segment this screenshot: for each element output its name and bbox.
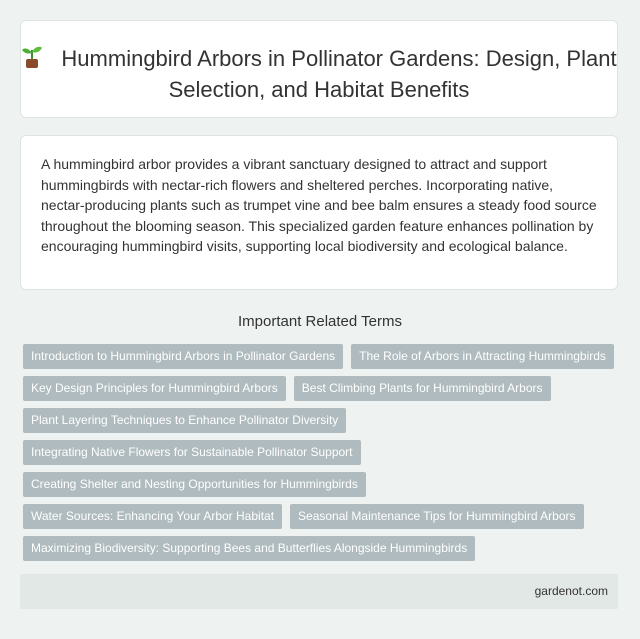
page-title	[21, 21, 617, 105]
term-tag[interactable]: Creating Shelter and Nesting Opportunities for Hummingbirds	[23, 472, 366, 497]
sprout-icon	[21, 45, 43, 69]
related-terms-heading: Important Related Terms	[238, 313, 402, 330]
footer-site-link[interactable]: gardenot.com	[534, 584, 608, 598]
intro-text: A hummingbird arbor provides a vibrant sanctuary designed to attract and support hummingbirds with nectar-rich flowers and sheltered perches. Incorporating native, nectar-producing plants such as trumpet vine and bee balm ensures a steady food source throughout the blooming season. This specialized garden feature enhances pollination by encouraging hummingbird visits, supporting local biodiversity and ecological balance.	[41, 156, 597, 254]
term-tag[interactable]: Integrating Native Flowers for Sustainable Pollinator Support	[23, 440, 361, 465]
term-tag[interactable]: Key Design Principles for Hummingbird Arbors	[23, 376, 286, 401]
term-tag[interactable]: Maximizing Biodiversity: Supporting Bees and Butterflies Alongside Hummingbirds	[23, 536, 475, 561]
footer	[20, 574, 618, 609]
related-terms-list	[23, 344, 623, 568]
term-tag[interactable]: Plant Layering Techniques to Enhance Pollinator Diversity	[23, 408, 346, 433]
intro-card	[20, 135, 618, 290]
term-tag[interactable]: The Role of Arbors in Attracting Hummingbirds	[351, 344, 614, 369]
term-tag[interactable]: Introduction to Hummingbird Arbors in Pollinator Gardens	[23, 344, 343, 369]
term-tag[interactable]: Seasonal Maintenance Tips for Hummingbird Arbors	[290, 504, 583, 529]
term-tag[interactable]: Water Sources: Enhancing Your Arbor Habitat	[23, 504, 282, 529]
header-card	[20, 20, 618, 118]
term-tag[interactable]: Best Climbing Plants for Hummingbird Arbors	[294, 376, 551, 401]
page-title-text: Hummingbird Arbors in Pollinator Gardens: Design, Plant Selection, and Habitat Benefits	[61, 46, 617, 102]
